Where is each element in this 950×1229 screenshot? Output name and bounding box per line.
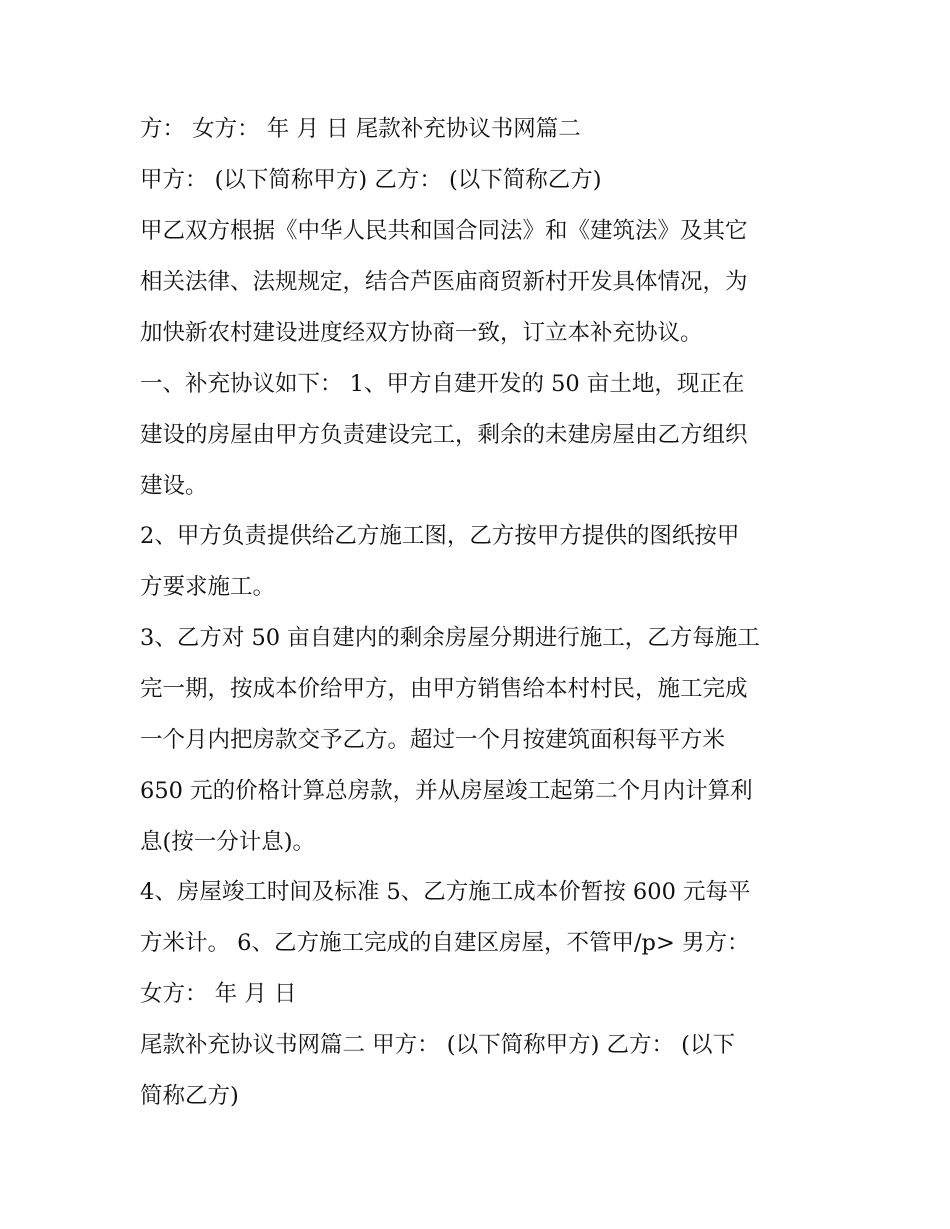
text-line: 完一期，按成本价给甲方，由甲方销售给本村村民，施工完成 — [140, 676, 748, 702]
text-line: 4、房屋竣工时间及标准 5、乙方施工成本价暂按 600 元每平 — [140, 879, 751, 905]
text-line: 2、甲方负责提供给乙方施工图，乙方按甲方提供的图纸按甲 — [140, 523, 740, 549]
text-line: 3、乙方对 50 亩自建内的剩余房屋分期进行施工，乙方每施工 — [140, 625, 760, 651]
text-line: 加快新农村建设进度经双方协商一致，订立本补充协议。 — [140, 320, 703, 346]
text-line: 息(按一分计息)。 — [140, 829, 316, 855]
text-line: 方要求施工。 — [140, 574, 276, 600]
text-line: 甲乙双方根据《中华人民共和国合同法》和《建筑法》及其它 — [140, 218, 748, 244]
text-line: 简称乙方) — [140, 1083, 239, 1109]
text-line: 一、补充协议如下： 1、甲方自建开发的 50 亩土地，现正在 — [140, 371, 745, 397]
text-line: 尾款补充协议书网篇二 甲方： (以下简称甲方) 乙方： (以下 — [140, 1032, 735, 1058]
text-line: 建设的房屋由甲方负责建设完工，剩余的未建房屋由乙方组织 — [140, 422, 748, 448]
text-line: 方： 女方： 年 月 日 尾款补充协议书网篇二 — [140, 116, 581, 142]
text-line: 650 元的价格计算总房款，并从房屋竣工起第二个月内计算利 — [140, 778, 753, 804]
text-line: 一个月内把房款交予乙方。超过一个月按建筑面积每平方米 — [140, 727, 726, 753]
text-line: 相关法律、法规规定，结合芦医庙商贸新村开发具体情况，为 — [140, 269, 748, 295]
text-line: 建设。 — [140, 473, 208, 499]
text-line: 甲方： (以下简称甲方) 乙方： (以下简称乙方) — [140, 167, 602, 193]
text-line: 女方： 年 月 日 — [140, 981, 297, 1007]
text-line: 方米计。 6、乙方施工完成的自建区房屋，不管甲/p> 男方： — [140, 930, 750, 956]
